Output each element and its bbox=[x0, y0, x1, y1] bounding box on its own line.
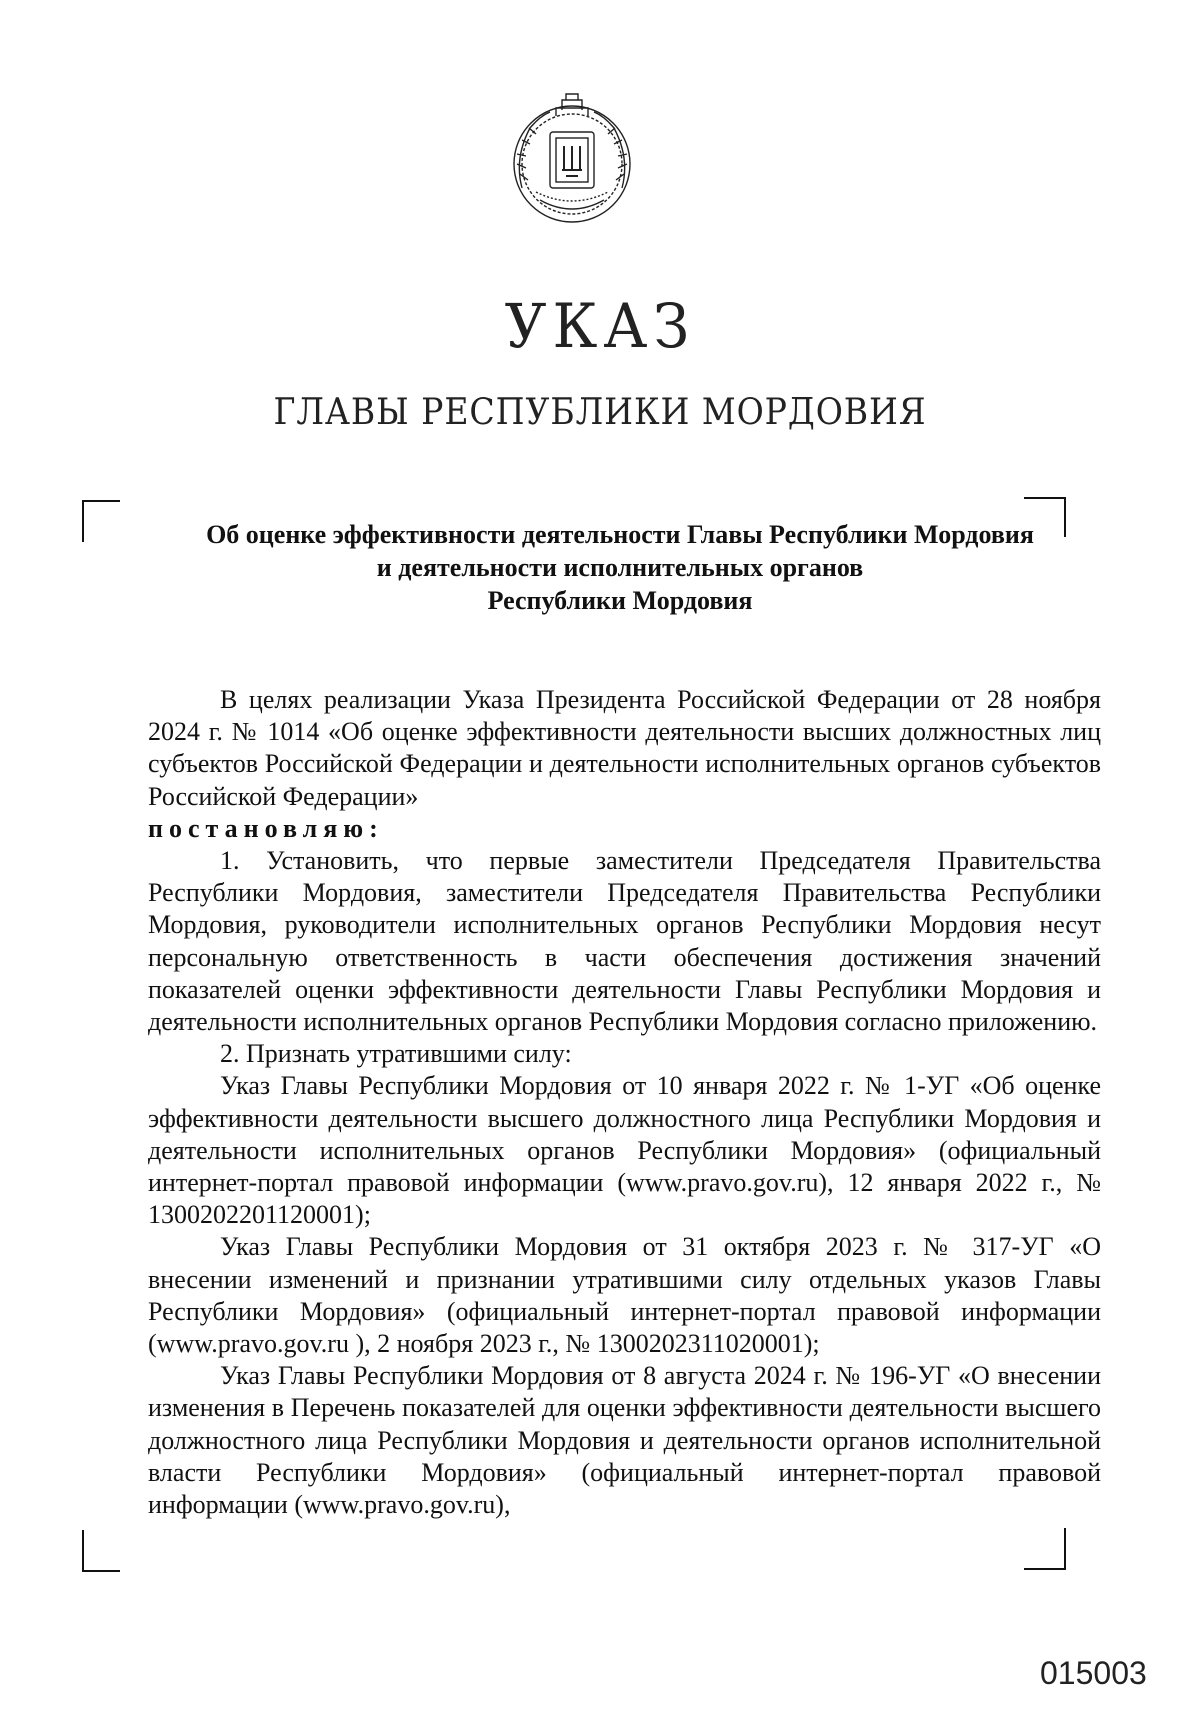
corner-bracket-bottom-right bbox=[1024, 1528, 1066, 1570]
issuing-authority: ГЛАВЫ РЕСПУБЛИКИ МОРДОВИЯ bbox=[273, 392, 927, 433]
corner-bracket-bottom-left bbox=[82, 1530, 120, 1572]
preamble-paragraph: В целях реализации Указа Президента Российской Федерации от 28 ноября 2024 г. № 1014 «Об оценке эффективности деятельности высших должностных лиц субъектов Российской Федерации и деятельности исполнительных органов субъектов Российской Федерации» bbox=[148, 685, 1101, 811]
item-1-paragraph: 1. Установить, что первые заместители Председателя Правительства Республики Мордовия, заместители Председателя Правительства Республики Мордовия, руководители исполнительных органов Республики Мордовия несут персональную ответственность в части обеспечения достижения значений показателей оценки эффективности деятельности Главы Республики Мордовия и деятельности исполнительных органов Республики Мордовия согласно приложению. bbox=[148, 846, 1101, 1037]
decree-word: постановляю: bbox=[148, 813, 384, 843]
heading-line: Об оценке эффективности деятельности Главы Республики Мордовия bbox=[206, 520, 1034, 549]
decree-heading bbox=[140, 518, 1100, 617]
document-type-title: УКАЗ bbox=[504, 290, 696, 362]
repealed-decree-3: Указ Главы Республики Мордовия от 8 августа 2024 г. № 196-УГ «О внесении изменения в Перечень показателей для оценки эффективности деятельности высшего должностного лица Республики Мордовия и деятельности органов исполнительной власти Республики Мордовия» (официальный интернет-портал правовой информации (www.pravo.gov.ru), bbox=[148, 1361, 1101, 1520]
form-serial-number: 015003 bbox=[1040, 1655, 1147, 1691]
corner-bracket-top-left bbox=[82, 500, 120, 542]
republic-of-mordovia-coat-of-arms-icon bbox=[500, 88, 645, 233]
decree-body bbox=[148, 684, 1101, 1521]
repealed-decree-1: Указ Главы Республики Мордовия от 10 января 2022 г. № 1-УГ «Об оценке эффективности деятельности высшего должностного лица Республики Мордовия и деятельности исполнительных органов Республики Мордовия» (официальный интернет-портал правовой информации (www.pravo.gov.ru), 12 января 2022 г., № 1300202201120001); bbox=[148, 1071, 1101, 1230]
item-2-paragraph: 2. Признать утратившими силу: bbox=[220, 1039, 572, 1069]
coat-of-arms-emblem bbox=[500, 88, 645, 233]
repealed-decree-2: Указ Главы Республики Мордовия от 31 октября 2023 г. № 317-УГ «О внесении изменений и признании утратившими силу отдельных указов Главы Республики Мордовия» (официальный интернет-портал правовой информации (www.pravo.gov.ru ), 2 ноября 2023 г., № 1300202311020001); bbox=[148, 1232, 1101, 1359]
heading-line: Республики Мордовия bbox=[487, 586, 753, 615]
heading-line: и деятельности исполнительных органов bbox=[376, 553, 864, 582]
